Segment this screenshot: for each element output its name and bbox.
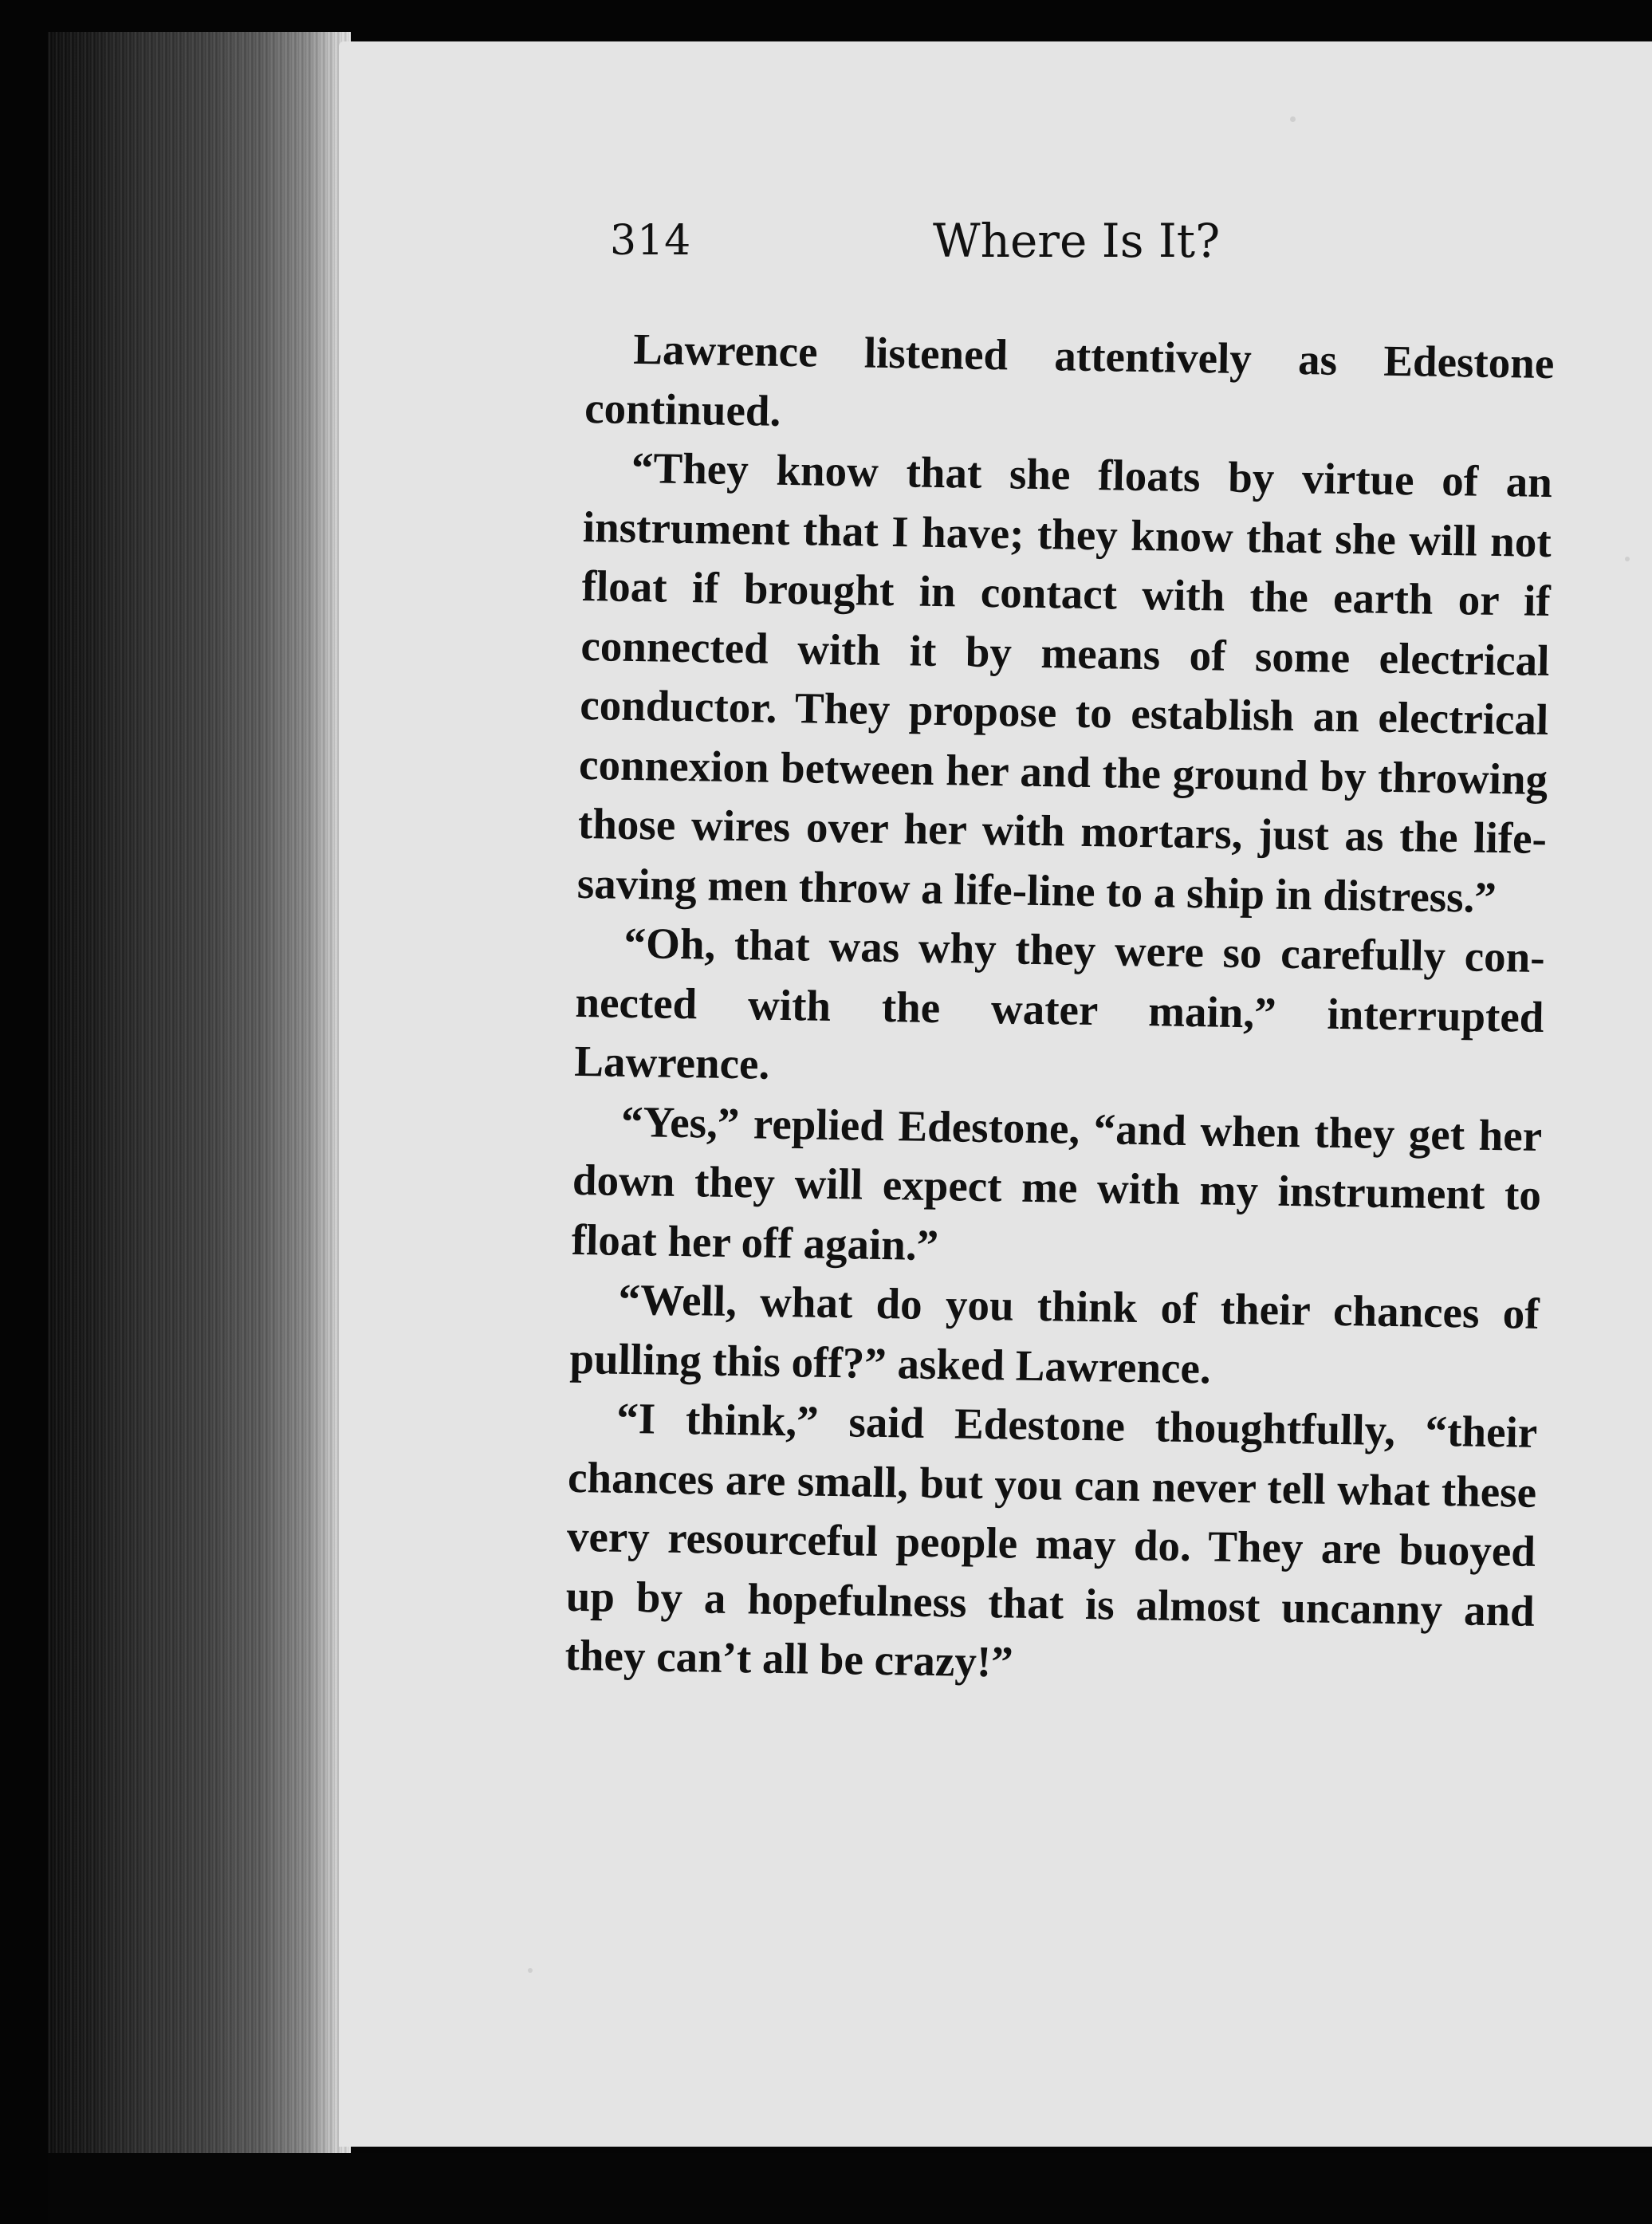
- scan-bottom-shadow: [48, 2153, 1652, 2224]
- running-head: [610, 214, 1272, 281]
- dust-speck: [528, 1968, 533, 1973]
- paragraph: “Yes,” replied Edestone, “and when they get her down they will expect me with my instrument to float her off again.”: [571, 1096, 1543, 1269]
- page-number: 314: [610, 217, 692, 265]
- dust-speck: [1290, 116, 1296, 122]
- paragraph: Lawrence listened attentively as Edestone continued.: [584, 324, 1555, 435]
- paragraph: “I think,” said Edestone thoughtfully, “their chances are small, but you can never tell what these very resourceful people may do. They are buoyed up by a hopefulness that is almost uncanny and they can’t all be crazy!”: [564, 1393, 1538, 1687]
- paragraph: “Oh, that was why they were so carefully connected with the water main,” interrupted Lawrence.: [573, 918, 1546, 1088]
- running-title: Where Is It?: [933, 214, 1221, 268]
- book-page-edges: [48, 32, 351, 2177]
- dust-speck: [1625, 557, 1630, 561]
- body-text: [564, 319, 1555, 1700]
- paragraph: “Well, what do you think of their chances of pulling this off?” asked Lawrence.: [569, 1274, 1540, 1392]
- paragraph: “They know that she floats by virtue of an instrument that I have; they know that she will not float if brought in contact with the earth or if connected with it by means of some electrical conductor. They propose to establish an electrical connexion between her and the ground by throwing those wires over her with mortars, just as the life-saving men throw a life-line to a ship in distress.”: [576, 443, 1553, 922]
